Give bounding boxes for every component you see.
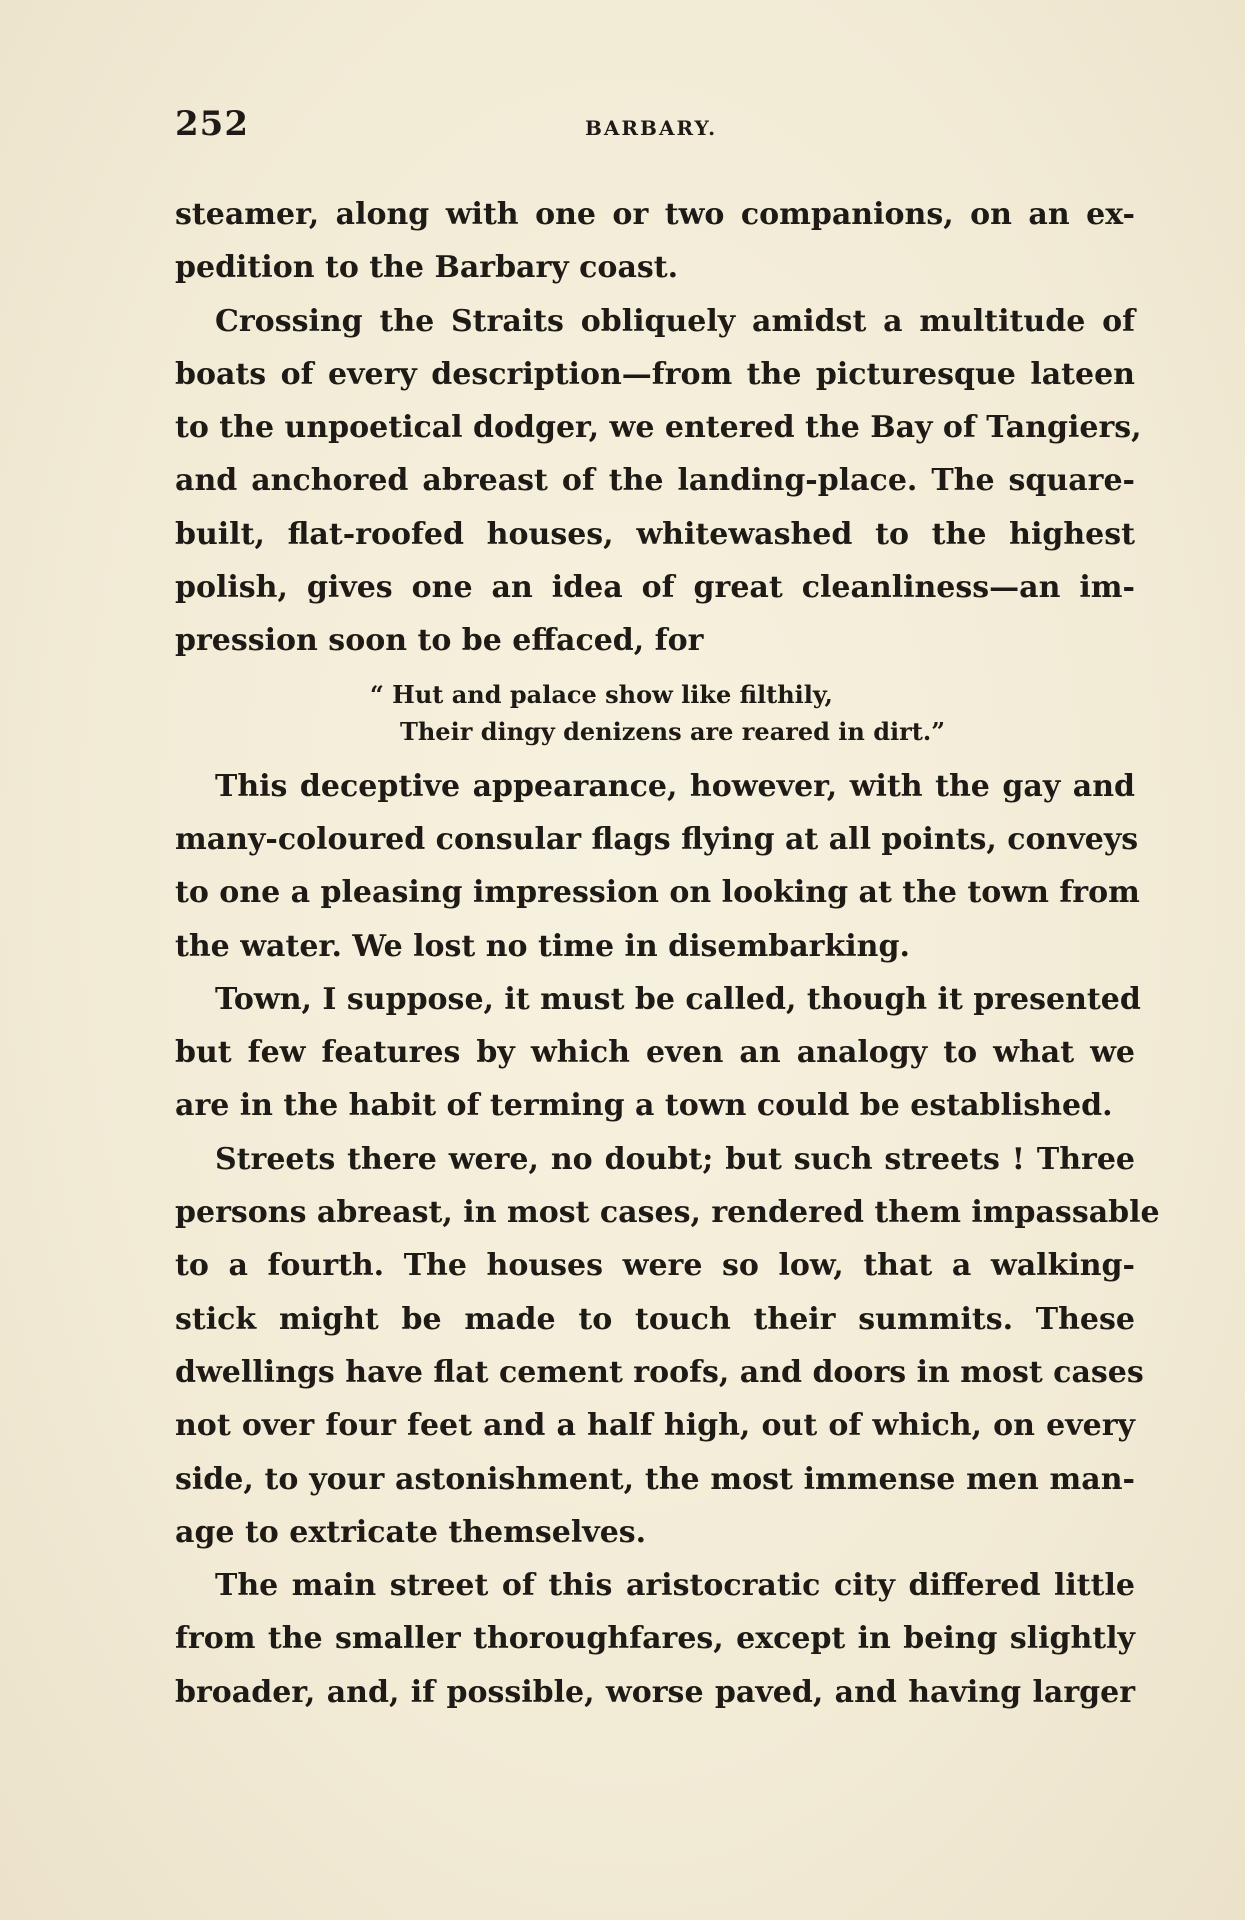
page-number: 252: [175, 104, 249, 144]
quote-line: Their dingy denizens are reared in dirt.”: [400, 716, 946, 746]
running-title: BARBARY.: [585, 116, 718, 140]
text-line: steamer, along with one or two companions, on an ex-: [175, 197, 1135, 232]
text-line: Streets there were, no doubt; but such streets ! Three: [215, 1141, 1135, 1177]
text-line: pression soon to be effaced, for: [175, 623, 704, 659]
text-line: built, flat-roofed houses, whitewashed to the highest: [175, 516, 1135, 552]
quote-line: “ Hut and palace show like filthily,: [370, 679, 833, 709]
text-line: stick might be made to touch their summits. These: [175, 1301, 1135, 1337]
text-line: side, to your astonishment, the most immense men man-: [175, 1461, 1135, 1497]
text-line: polish, gives one an idea of great cleanliness—an im-: [175, 570, 1135, 606]
text-line: persons abreast, in most cases, rendered them impassable: [175, 1195, 1160, 1231]
paragraph-3: [175, 760, 1140, 973]
text-line: to a fourth. The houses were so low, that a walking-: [175, 1248, 1135, 1284]
text-line: the water. We lost no time in disembarking.: [175, 928, 910, 964]
text-line: to one a pleasing impression on looking at the town from: [175, 875, 1140, 911]
text-line: The main street of this aristocratic city differed little: [215, 1568, 1135, 1604]
text-line: Crossing the Straits obliquely amidst a multitude of: [215, 303, 1135, 339]
text-line: are in the habit of terming a town could be established.: [175, 1088, 1113, 1124]
paragraph-6: [175, 1559, 1135, 1719]
text-line: to the unpoetical dodger, we entered the Bay of Tangiers,: [175, 410, 1142, 446]
body-text: [175, 188, 1160, 1719]
running-head: [175, 104, 1135, 154]
paragraph-5: [175, 1133, 1160, 1559]
paragraph-1: [175, 188, 1135, 295]
paragraph-2: [175, 295, 1142, 668]
text-line: Town, I suppose, it must be called, though it presented: [215, 981, 1141, 1017]
text-line: broader, and, if possible, worse paved, and having larger: [175, 1674, 1135, 1710]
text-line: many-coloured consular flags flying at all points, conveys: [175, 821, 1139, 857]
verse-quote: [175, 668, 1135, 760]
text-line: from the smaller thoroughfares, except in being slightly: [175, 1621, 1135, 1657]
text-line: dwellings have flat cement roofs, and doors in most cases: [175, 1354, 1144, 1390]
text-line: age to extricate themselves.: [175, 1514, 647, 1550]
text-line: pedition to the Barbary coast.: [175, 250, 679, 286]
text-line: and anchored abreast of the landing-place. The square-: [175, 463, 1135, 499]
text-line: boats of every description—from the picturesque lateen: [175, 356, 1135, 392]
text-line: not over four feet and a half high, out of which, on every: [175, 1408, 1135, 1444]
text-line: but few features by which even an analogy to what we: [175, 1035, 1135, 1071]
paragraph-4: [175, 973, 1141, 1133]
text-line: This deceptive appearance, however, with the gay and: [215, 768, 1135, 804]
